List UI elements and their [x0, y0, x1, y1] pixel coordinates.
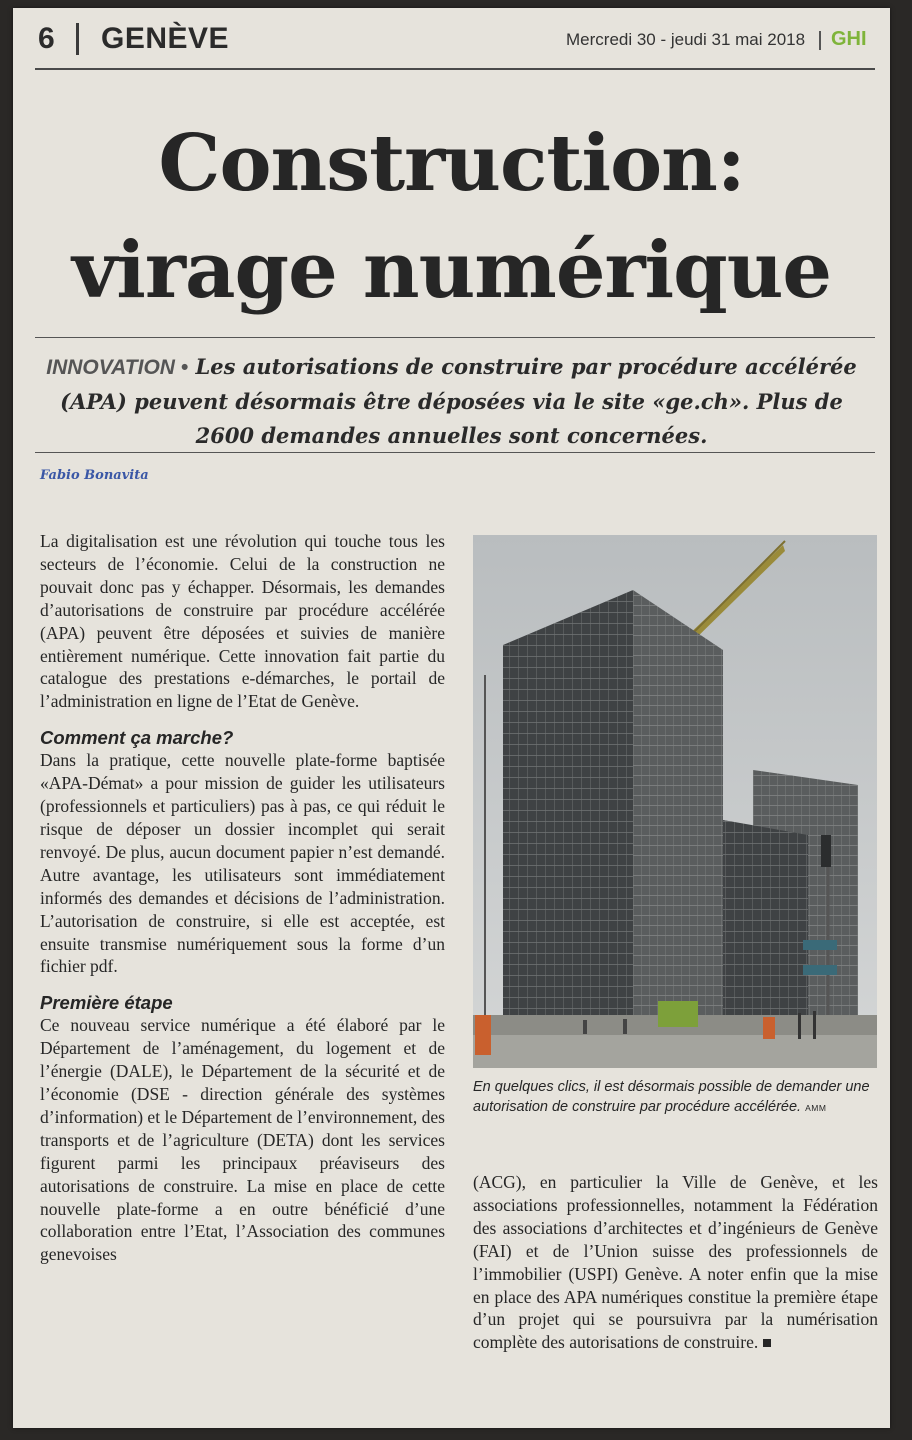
title-line-2: virage numérique [71, 225, 832, 316]
construction-photo [473, 535, 877, 1068]
title-rule [35, 337, 875, 338]
article-column-right [473, 1171, 878, 1354]
lead-kicker: INNOVATION • [46, 356, 189, 379]
caption-text: En quelques clics, il est désormais possible de demander une autorisation de construire par procédure accélérée. [473, 1079, 870, 1115]
intro-paragraph: La digitalisation est une révolution qui touche tous les secteurs de l’économie. Celui de la construction ne pouvait donc pas y échapper. Désormais, les demandes d’autorisations de construire par procédure accélérée (APA) peuvent être déposées et suivies de manière entièrement numérique. Cette innovation fait partie du catalogue des prestations e-démarches, le portail de l’administration en ligne de l’Etat de Genève. [40, 531, 445, 712]
section-name: GENÈVE [101, 22, 230, 55]
issue-date: Mercredi 30 - jeudi 31 mai 2018 [566, 30, 806, 49]
photo-caption [473, 1077, 883, 1118]
end-of-article-mark [763, 1339, 771, 1347]
page-number: 6 [38, 22, 55, 55]
lead-rule [35, 452, 875, 453]
header-divider-small [819, 31, 821, 50]
article-column-left [40, 530, 445, 1266]
page-header [13, 8, 890, 68]
lead-text: Les autorisations de construire par procédure accélérée (APA) peuvent désormais être déposées via le site «ge.ch». Plus de 2600 demandes annuelles sont concernées. [60, 354, 857, 448]
header-rule [35, 68, 875, 70]
first-step-continued-text: (ACG), en particulier la Ville de Genève, et les associations professionnelles, notamment la Fédération des associations d’architectes et d’ingénieurs de Genève (FAI) et de l’Union suisse des professionnels de l’immobilier (USPI) Genève. A noter enfin que la mise en place des APA numériques constitue la première étape d’un projet qui se poursuivra par la numérisation complète des autorisations de construire. [473, 1172, 878, 1353]
how-paragraph: Dans la pratique, cette nouvelle plate-forme baptisée «APA-Démat» a pour mission de guider les utilisateurs (professionnels et particuliers) pas à pas, ce qui réduit le risque de déposer un dossier incomplet qui serait renvoyé. De plus, aucun document papier n’est demandé. Autre avantage, les utilisateurs sont immédiatement informés des demandes et décisions de l’administration. L’autorisation de construire, si elle est acceptée, est ensuite transmise numériquement sous la forme d’un fichier pdf. [40, 750, 445, 977]
photo-credit: AMM [805, 1103, 827, 1113]
title-line-1: Construction: [158, 118, 745, 209]
first-step-continued [473, 1171, 878, 1354]
section-heading-first-step: Première étape [40, 992, 173, 1014]
first-step-paragraph: Ce nouveau service numérique a été élaboré par le Département de l’aménagement, du logement et de l’énergie (DALE), le Département de la sécurité et de l’économie (DSE - direction générale des systèmes d’information) et le Département de l’environnement, des transports et de l’agriculture (DETA) dont les services figurent parmi les principaux préaviseurs des autorisations de construire. La mise en place de cette nouvelle plate-forme a en outre bénéficié d’une collaboration entre l’Etat, l’Association des communes genevoises [40, 1015, 445, 1265]
header-divider [76, 23, 79, 55]
section-heading-how: Comment ça marche? [40, 727, 234, 749]
article-lead [43, 350, 860, 453]
newspaper-page [13, 8, 890, 1428]
article-title [13, 110, 890, 324]
author-byline: Fabio Bonavita [40, 468, 149, 483]
publication-logo: GHI [831, 28, 867, 50]
